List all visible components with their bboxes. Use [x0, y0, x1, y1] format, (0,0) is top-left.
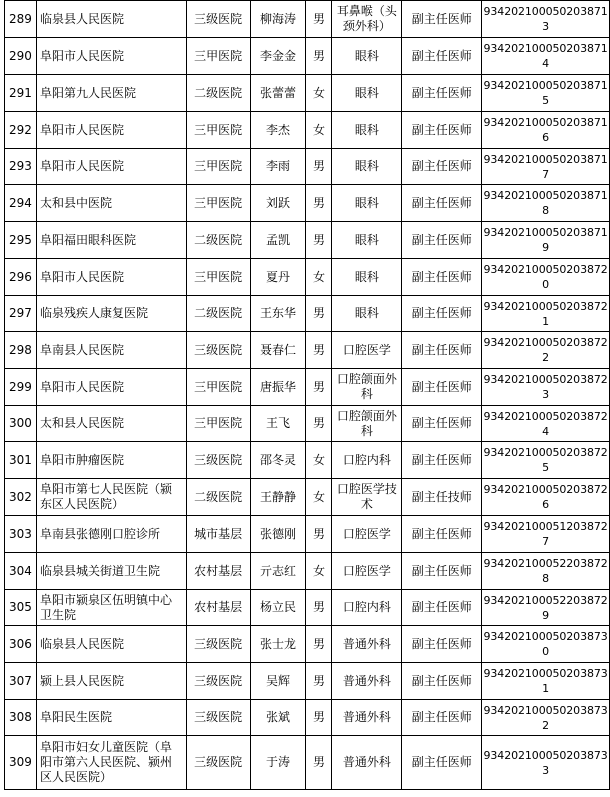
cell-hospital: 临泉残疾人康复医院: [36, 296, 186, 332]
cell-hospital: 阜阳市颍泉区伍明镇中心卫生院: [36, 590, 186, 626]
cell-gender: 女: [306, 259, 332, 296]
table-row: [5, 332, 610, 369]
cell-department: 眼科: [332, 185, 402, 222]
cell-seq: 294: [5, 185, 37, 222]
cell-gender: 男: [306, 149, 332, 185]
cell-department: 口腔医学: [332, 553, 402, 590]
table-row: [5, 259, 610, 296]
cell-department: 眼科: [332, 38, 402, 75]
cell-level: 三级医院: [186, 700, 250, 736]
cell-certificate-no: 9342021000502038732: [482, 700, 610, 736]
cell-level: 三甲医院: [186, 38, 250, 75]
cell-name: 唐振华: [250, 369, 306, 406]
cell-seq: 306: [5, 626, 37, 663]
cell-name: 刘跃: [250, 185, 306, 222]
table-row: [5, 479, 610, 516]
cell-hospital: 阜阳市人民医院: [36, 369, 186, 406]
cell-name: 王东华: [250, 296, 306, 332]
cell-seq: 290: [5, 38, 37, 75]
cell-level: 城市基层: [186, 516, 250, 553]
cell-certificate-no: 9342021000502038716: [482, 112, 610, 149]
cell-department: 口腔内科: [332, 590, 402, 626]
cell-title: 副主任医师: [402, 222, 482, 259]
cell-hospital: 临泉县城关街道卫生院: [36, 553, 186, 590]
cell-title: 副主任医师: [402, 553, 482, 590]
cell-seq: 301: [5, 442, 37, 479]
cell-title: 副主任医师: [402, 369, 482, 406]
table-body: [5, 1, 610, 790]
cell-title: 副主任医师: [402, 406, 482, 442]
cell-name: 张斌: [250, 700, 306, 736]
cell-level: 三甲医院: [186, 406, 250, 442]
cell-certificate-no: 9342021000502038723: [482, 369, 610, 406]
cell-department: 口腔医学: [332, 516, 402, 553]
cell-level: 三级医院: [186, 663, 250, 700]
cell-gender: 女: [306, 75, 332, 112]
table-row: [5, 736, 610, 790]
cell-name: 李金金: [250, 38, 306, 75]
cell-gender: 男: [306, 185, 332, 222]
cell-seq: 292: [5, 112, 37, 149]
cell-title: 副主任医师: [402, 112, 482, 149]
table-row: [5, 149, 610, 185]
cell-hospital: 阜阳民生医院: [36, 700, 186, 736]
cell-certificate-no: 9342021000502038726: [482, 479, 610, 516]
cell-title: 副主任医师: [402, 185, 482, 222]
cell-certificate-no: 9342021000502038733: [482, 736, 610, 790]
cell-name: 柳海涛: [250, 1, 306, 38]
cell-seq: 297: [5, 296, 37, 332]
cell-seq: 291: [5, 75, 37, 112]
cell-department: 眼科: [332, 75, 402, 112]
cell-certificate-no: 9342021000502038713: [482, 1, 610, 38]
table-row: [5, 553, 610, 590]
cell-title: 副主任医师: [402, 259, 482, 296]
cell-title: 副主任医师: [402, 516, 482, 553]
cell-certificate-no: 9342021000502038725: [482, 442, 610, 479]
cell-department: 眼科: [332, 222, 402, 259]
table-row: [5, 112, 610, 149]
cell-gender: 男: [306, 663, 332, 700]
cell-title: 副主任医师: [402, 442, 482, 479]
table-row: [5, 185, 610, 222]
cell-seq: 305: [5, 590, 37, 626]
cell-department: 口腔内科: [332, 442, 402, 479]
cell-level: 三级医院: [186, 736, 250, 790]
cell-certificate-no: 9342021000502038724: [482, 406, 610, 442]
table-row: [5, 1, 610, 38]
cell-title: 副主任医师: [402, 590, 482, 626]
cell-seq: 289: [5, 1, 37, 38]
cell-seq: 308: [5, 700, 37, 736]
cell-level: 二级医院: [186, 479, 250, 516]
cell-certificate-no: 9342021000502038720: [482, 259, 610, 296]
cell-department: 普通外科: [332, 700, 402, 736]
cell-name: 张士龙: [250, 626, 306, 663]
cell-level: 三甲医院: [186, 369, 250, 406]
cell-certificate-no: 9342021000502038719: [482, 222, 610, 259]
cell-title: 副主任医师: [402, 663, 482, 700]
cell-hospital: 阜阳市人民医院: [36, 149, 186, 185]
table-row: [5, 406, 610, 442]
cell-title: 副主任医师: [402, 38, 482, 75]
cell-gender: 女: [306, 442, 332, 479]
cell-seq: 295: [5, 222, 37, 259]
cell-department: 口腔颌面外科: [332, 369, 402, 406]
cell-title: 副主任医师: [402, 736, 482, 790]
cell-hospital: 阜南县人民医院: [36, 332, 186, 369]
cell-certificate-no: 9342021000502038721: [482, 296, 610, 332]
table-row: [5, 38, 610, 75]
cell-department: 普通外科: [332, 626, 402, 663]
cell-level: 三甲医院: [186, 112, 250, 149]
cell-gender: 男: [306, 700, 332, 736]
cell-gender: 男: [306, 296, 332, 332]
cell-hospital: 阜阳市肿瘤医院: [36, 442, 186, 479]
cell-certificate-no: 9342021000522038728: [482, 553, 610, 590]
cell-gender: 男: [306, 1, 332, 38]
cell-name: 张德刚: [250, 516, 306, 553]
table-row: [5, 75, 610, 112]
cell-level: 三甲医院: [186, 259, 250, 296]
cell-department: 口腔医学技术: [332, 479, 402, 516]
cell-hospital: 太和县中医院: [36, 185, 186, 222]
cell-seq: 307: [5, 663, 37, 700]
cell-hospital: 阜阳第九人民医院: [36, 75, 186, 112]
cell-gender: 女: [306, 553, 332, 590]
cell-gender: 男: [306, 332, 332, 369]
cell-title: 副主任医师: [402, 296, 482, 332]
cell-department: 眼科: [332, 259, 402, 296]
cell-certificate-no: 9342021000502038731: [482, 663, 610, 700]
cell-name: 聂春仁: [250, 332, 306, 369]
cell-title: 副主任医师: [402, 332, 482, 369]
cell-certificate-no: 9342021000502038722: [482, 332, 610, 369]
table-row: [5, 442, 610, 479]
table-row: [5, 296, 610, 332]
cell-department: 眼科: [332, 112, 402, 149]
cell-name: 杨立民: [250, 590, 306, 626]
cell-name: 王飞: [250, 406, 306, 442]
cell-name: 邵冬灵: [250, 442, 306, 479]
cell-seq: 300: [5, 406, 37, 442]
cell-certificate-no: 9342021000502038714: [482, 38, 610, 75]
cell-gender: 女: [306, 479, 332, 516]
table-row: [5, 590, 610, 626]
cell-seq: 293: [5, 149, 37, 185]
cell-level: 二级医院: [186, 75, 250, 112]
cell-name: 夏丹: [250, 259, 306, 296]
cell-gender: 男: [306, 406, 332, 442]
cell-title: 副主任医师: [402, 75, 482, 112]
cell-department: 口腔颌面外科: [332, 406, 402, 442]
cell-name: 李雨: [250, 149, 306, 185]
cell-title: 副主任技师: [402, 479, 482, 516]
cell-gender: 男: [306, 222, 332, 259]
cell-seq: 309: [5, 736, 37, 790]
cell-gender: 男: [306, 516, 332, 553]
cell-hospital: 阜阳市妇女儿童医院（阜阳市第六人民医院、颍州区人民医院）: [36, 736, 186, 790]
table-row: [5, 700, 610, 736]
cell-level: 三甲医院: [186, 185, 250, 222]
table-row: [5, 516, 610, 553]
cell-gender: 男: [306, 736, 332, 790]
cell-seq: 299: [5, 369, 37, 406]
cell-department: 普通外科: [332, 663, 402, 700]
cell-level: 三级医院: [186, 442, 250, 479]
roster-table: [4, 0, 610, 790]
cell-name: 吴辉: [250, 663, 306, 700]
cell-name: 王静静: [250, 479, 306, 516]
cell-name: 孟凯: [250, 222, 306, 259]
cell-name: 于涛: [250, 736, 306, 790]
cell-level: 三级医院: [186, 1, 250, 38]
cell-certificate-no: 9342021000522038729: [482, 590, 610, 626]
cell-gender: 女: [306, 112, 332, 149]
cell-level: 二级医院: [186, 296, 250, 332]
cell-certificate-no: 9342021000502038718: [482, 185, 610, 222]
cell-seq: 296: [5, 259, 37, 296]
cell-gender: 男: [306, 626, 332, 663]
cell-level: 农村基层: [186, 553, 250, 590]
table-row: [5, 663, 610, 700]
cell-department: 普通外科: [332, 736, 402, 790]
cell-department: 耳鼻喉（头颈外科）: [332, 1, 402, 38]
cell-title: 副主任医师: [402, 700, 482, 736]
table-row: [5, 626, 610, 663]
cell-seq: 302: [5, 479, 37, 516]
cell-hospital: 阜阳市人民医院: [36, 112, 186, 149]
table-row: [5, 369, 610, 406]
cell-hospital: 阜南县张德刚口腔诊所: [36, 516, 186, 553]
cell-certificate-no: 9342021000502038715: [482, 75, 610, 112]
cell-title: 副主任医师: [402, 1, 482, 38]
cell-certificate-no: 9342021000502038717: [482, 149, 610, 185]
cell-certificate-no: 9342021000512038727: [482, 516, 610, 553]
cell-hospital: 阜阳福田眼科医院: [36, 222, 186, 259]
cell-hospital: 阜阳市人民医院: [36, 259, 186, 296]
cell-hospital: 阜阳市第七人民医院（颍东区人民医院）: [36, 479, 186, 516]
cell-hospital: 颍上县人民医院: [36, 663, 186, 700]
cell-gender: 男: [306, 369, 332, 406]
cell-department: 眼科: [332, 296, 402, 332]
cell-level: 三级医院: [186, 332, 250, 369]
cell-name: 张蕾蕾: [250, 75, 306, 112]
cell-name: 亓志红: [250, 553, 306, 590]
cell-seq: 304: [5, 553, 37, 590]
table-row: [5, 222, 610, 259]
cell-hospital: 临泉县人民医院: [36, 1, 186, 38]
cell-title: 副主任医师: [402, 626, 482, 663]
cell-gender: 男: [306, 38, 332, 75]
cell-title: 副主任医师: [402, 149, 482, 185]
cell-department: 口腔医学: [332, 332, 402, 369]
cell-gender: 男: [306, 590, 332, 626]
cell-seq: 303: [5, 516, 37, 553]
cell-level: 二级医院: [186, 222, 250, 259]
cell-hospital: 阜阳市人民医院: [36, 38, 186, 75]
cell-seq: 298: [5, 332, 37, 369]
cell-hospital: 临泉县人民医院: [36, 626, 186, 663]
cell-hospital: 太和县人民医院: [36, 406, 186, 442]
cell-name: 李杰: [250, 112, 306, 149]
cell-level: 农村基层: [186, 590, 250, 626]
cell-level: 三甲医院: [186, 149, 250, 185]
cell-certificate-no: 9342021000502038730: [482, 626, 610, 663]
cell-level: 三级医院: [186, 626, 250, 663]
cell-department: 眼科: [332, 149, 402, 185]
